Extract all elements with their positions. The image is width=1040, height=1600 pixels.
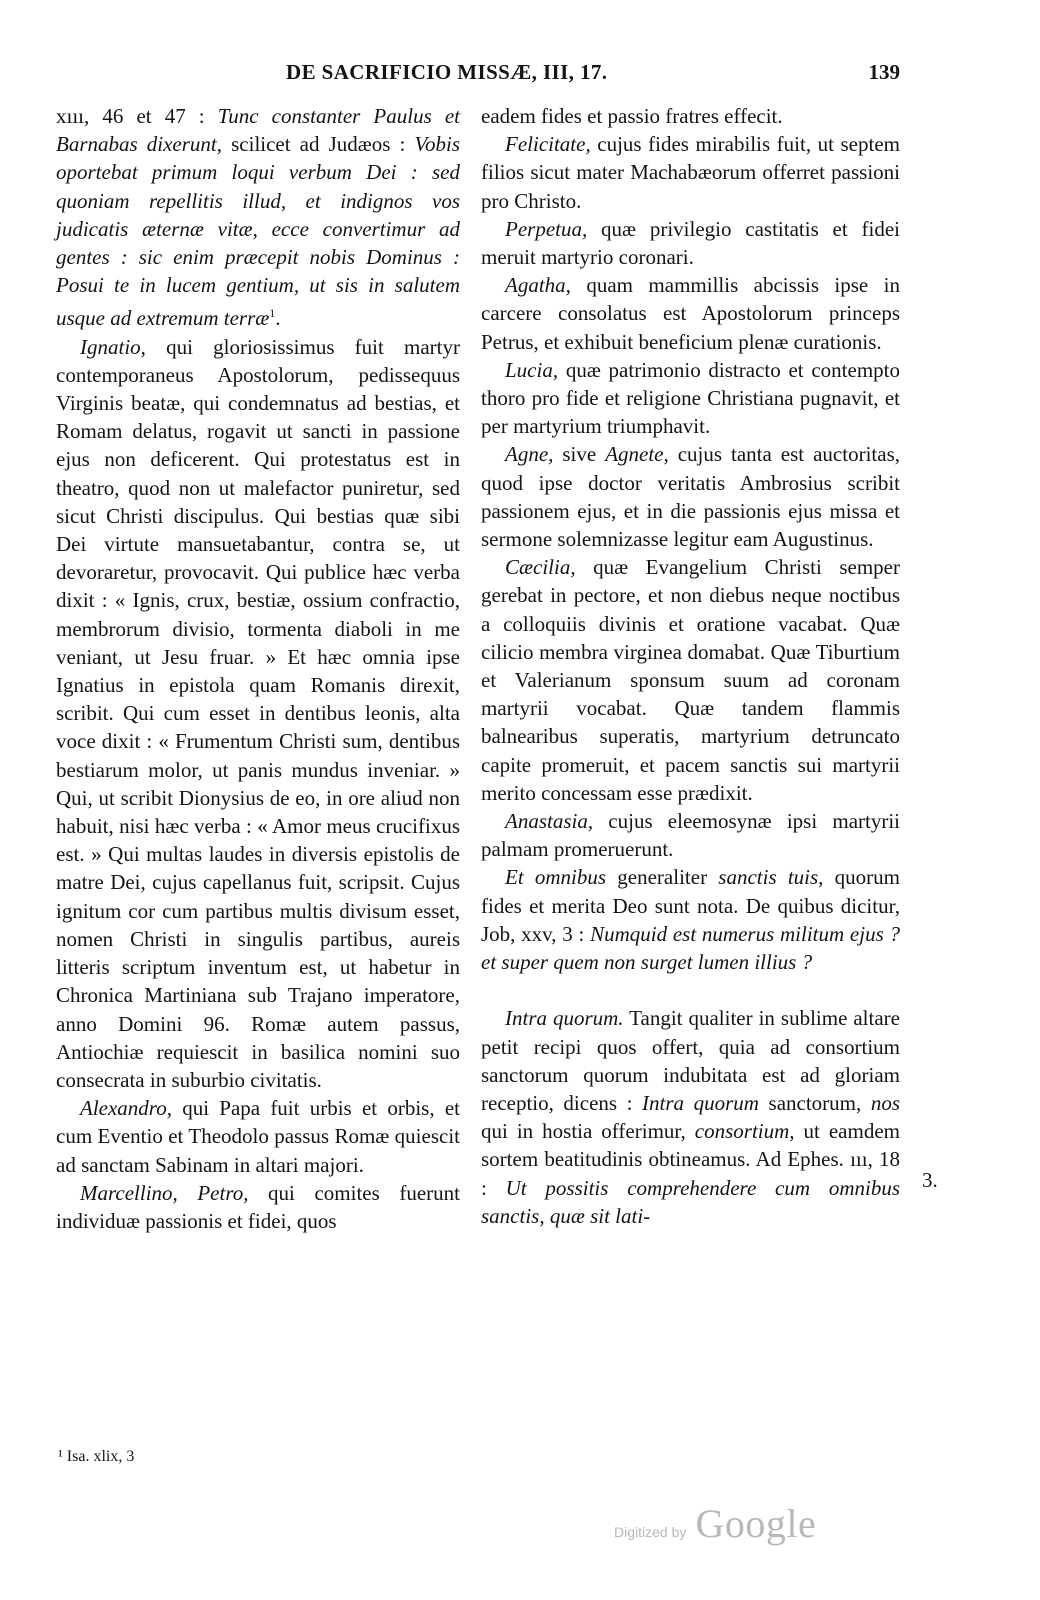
paragraph-lucia: Lucia, quæ patrimonio distracto et contempto thoro pro fide et religione Christiana pugnavit, et per martyrium triumphavit.: [481, 357, 900, 439]
footnote-marker: ¹: [58, 1448, 63, 1465]
footnote-reference: 1: [269, 306, 276, 321]
watermark-text: Digitized by: [614, 1524, 687, 1540]
paragraph-marcellinus-petrus: Marcellino, Petro, qui comites fuerunt individuæ passionis et fidei, quos: [56, 1180, 460, 1233]
running-title: DE SACRIFICIO MISSÆ, III, 17.: [286, 60, 608, 84]
paragraph-caecilia: Cæcilia, quæ Evangelium Christi semper gerebat in pectore, et non diebus neque noctibus a colloquiis divinis et oratione vacabat. Quæ cilicio membra virginea domabat. Quæ Tiburtium et Valerianum sponsum suum ad coronam martyrii vocabat. Quæ tandem flammis balnearibus superatis, martyrium detruncato capite promeruit, et pacem sanctis sui martyrii merito concessam esse prædixit.: [481, 555, 900, 805]
footnote: [58, 1448, 134, 1466]
paragraph-perpetua: Perpetua, quæ privilegio castitatis et fidei meruit martyrio coronari.: [481, 216, 900, 270]
paragraph-alexander: Alexandro, qui Papa fuit urbis et orbis, et cum Eventio et Theodolo passus Romæ quiescit ad sanctam Sabinam in altari majori.: [56, 1096, 460, 1177]
paragraph-omnibus-sanctis: Et omnibus generaliter sanctis tuis, quorum fides et merita Deo sunt nota. De quibus dicitur, Job, xxv, 3 : Numquid est numerus militum ejus ? et super quem non surget lumen illius ?: [481, 865, 900, 975]
paragraph-anastasia: Anastasia, cujus eleemosynæ ipsi martyrii palmam promeruerunt.: [481, 809, 900, 862]
left-column: [56, 102, 460, 1235]
paragraph-ignatius: Ignatio, qui gloriosissimus fuit martyr contemporaneus Apostolorum, pedissequus Virginis beatæ, qui condemnatus ad bestias, et Romam delatus, rogavit ut sancti in passione ejus non deficerent. Qui protestatus est in theatro, quod non ut malefactor puniretur, sed sicut Christi discipulus. Qui bestias quæ sibi Dei virtute mansuetabantur, contra se, ut devoraretur, provocavit. Qui publice hæc verba dixit : « Ignis, crux, bestiæ, ossium confractio, membrorum divisio, tormenta diaboli in me veniant, ut Jesu fruar. » Et hæc omnia ipse Ignatius in epistola quam Romanis direxit, scribit. Qui cum esset in dentibus leonis, alta voce dixit : « Frumentum Christi sum, dentibus bestiarum molor, ut panis mundus inveniar. » Qui, ut scribit Dionysius de eo, in ore aliud non habuit, nisi hæc verba : « Amor meus crucifixus est. » Qui multas laudes in diversis epistolis de matre Dei, cujus capellanus fuit, scripsit. Cujus ignitum cor cum partibus multis divisum esset, nomen Christi in singulis partibus, aureis litteris scriptum inventum est, ut habetur in Chronica Martiniana sub Trajano imperatore, anno Domini 96. Romæ autem passus, Antiochiæ requiescit in basilica nomini suo consecrata in suburbio civitatis.: [56, 334, 460, 1092]
footnote-text: Isa. xlix, 3: [66, 1448, 135, 1465]
paragraph-felicitas: Felicitate, cujus fides mirabilis fuit, ut septem filios sicut mater Machabæorum offerret passioni pro Christo.: [481, 132, 900, 213]
digitized-watermark: [614, 1500, 816, 1547]
right-column: [481, 102, 900, 1230]
paragraph-agatha: Agatha, quam mammillis abcissis ipse in carcere consolatus est Apostolorum princeps Petrus, et exhibuit beneficium plenæ curationis.: [481, 273, 900, 354]
margin-section-number: 3.: [922, 1168, 938, 1192]
paragraph: xııı, 46 et 47 : Tunc constanter Paulus et Barnabas dixerunt, scilicet ad Judæos : Vobis oportebat primum loqui verbum Dei : sed quoniam repellitis illud, et indignos vos judicatis æternæ vitæ, ecce convertimur ad gentes : sic enim præcepit nobis Dominus : Posui te in lucem gentium, ut sis in salutem usque ad extremum terræ$^1$.: [56, 104, 461, 331]
page-number: 139: [868, 60, 900, 84]
page-header: [58, 60, 900, 92]
google-logo: Google: [695, 1501, 817, 1546]
paragraph-intra-quorum: Intra quorum. Tangit qualiter in sublime altare petit recipi quos offert, quia ad consortium sanctorum quorum indubitata est ad gloriam receptio, dicens : Intra quorum sanctorum, nos qui in hostia offerimur, consortium, ut eamdem sortem beatitudinis obtineamus. Ad Ephes. ııı, 18 : Ut possitis comprehendere cum omnibus sanctis, quæ sit lati-: [481, 1006, 900, 1228]
paragraph: eadem fides et passio fratres effecit.: [481, 104, 783, 128]
paragraph-agnes: Agne, sive Agnete, cujus tanta est auctoritas, quod ipse doctor veritatis Ambrosius scribit passionem ejus, et in die passionis ejus missa et sermone solemnizasse legitur eam Augustinus.: [481, 442, 900, 552]
